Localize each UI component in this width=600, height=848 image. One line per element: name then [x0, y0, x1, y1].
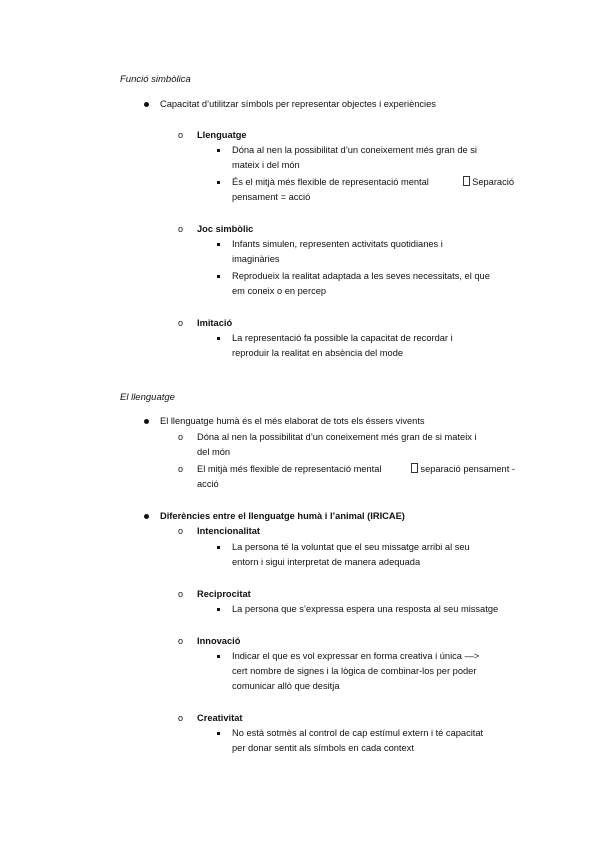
point-text-cont: comunicar allò que desitja	[232, 681, 340, 691]
square-bullet-icon	[217, 732, 220, 735]
point-text: La representació fa possible la capacitat de recordar i	[232, 333, 453, 343]
sub-text-cont: del món	[197, 447, 231, 457]
point-text: Indicar el que es vol expressar en forma creativa i única —>	[232, 651, 480, 661]
point-text-cont: pensament = acció	[232, 192, 311, 202]
point-text-cont: mateix i del món	[232, 160, 300, 170]
point-text: És el mitjà més flexible de representació mental	[232, 177, 429, 187]
point-text: Separació	[472, 177, 514, 187]
bullet-dot-icon	[144, 419, 149, 424]
item-title: Reciprocitat	[197, 589, 251, 599]
sub-text: El mitjà més flexible de representació mental	[197, 464, 382, 474]
item-title: Intencionalitat	[197, 526, 261, 536]
circle-bullet-icon: o	[178, 713, 184, 723]
missing-glyph-icon	[411, 463, 418, 473]
point-text-cont: cert nombre de signes i la lògica de combinar-los per poder	[232, 666, 477, 676]
circle-bullet-icon: o	[178, 636, 184, 646]
point-text: Dóna al nen la possibilitat d’un coneixement més gran de si	[232, 145, 477, 155]
point-text: No està sotmès al control de cap estímul extern i té capacitat	[232, 728, 484, 738]
square-bullet-icon	[217, 243, 220, 246]
point-text: Infants simulen, representen activitats quotidianes i	[232, 239, 443, 249]
section-heading-el-llenguatge: El llenguatge	[120, 392, 175, 403]
bullet-dot-icon	[144, 514, 149, 519]
square-bullet-icon	[217, 181, 220, 184]
bullet-dot-icon	[144, 102, 149, 107]
circle-bullet-icon: o	[178, 432, 184, 442]
square-bullet-icon	[217, 655, 220, 658]
item-title: Joc simbòlic	[197, 224, 254, 234]
circle-bullet-icon: o	[178, 526, 184, 536]
bullet-text: Capacitat d’utilitzar símbols per representar objectes i experiències	[160, 99, 436, 109]
point-text-cont: imaginàries	[232, 254, 280, 264]
point-text-cont: per donar sentit als símbols en cada context	[232, 743, 414, 753]
missing-glyph-icon	[463, 176, 470, 186]
point-text-cont: entorn i sigui interpretat de manera adequada	[232, 557, 421, 567]
circle-bullet-icon: o	[178, 130, 184, 140]
square-bullet-icon	[217, 546, 220, 549]
square-bullet-icon	[217, 275, 220, 278]
item-title: Llenguatge	[197, 130, 247, 140]
circle-bullet-icon: o	[178, 464, 184, 474]
item-title: Creativitat	[197, 713, 243, 723]
square-bullet-icon	[217, 337, 220, 340]
point-text: Reprodueix la realitat adaptada a les seves necessitats, el que	[232, 271, 490, 281]
circle-bullet-icon: o	[178, 224, 184, 234]
circle-bullet-icon: o	[178, 318, 184, 328]
bullet-text: El llenguatge humà és el més elaborat de tots els éssers vivents	[160, 416, 425, 426]
circle-bullet-icon: o	[178, 589, 184, 599]
item-title: Imitació	[197, 318, 233, 328]
point-text-cont: reproduir la realitat en absència del mode	[232, 348, 404, 358]
bullet-text: Diferències entre el llenguatge humà i l’animal (IRICAE)	[160, 511, 405, 521]
point-line	[232, 175, 514, 190]
point-text: La persona que s’expressa espera una resposta al seu missatge	[232, 604, 499, 614]
section-heading-funcio-simbolica: Funció simbòlica	[120, 74, 191, 85]
point-text: La persona té la voluntat que el seu missatge arribi al seu	[232, 542, 470, 552]
sub-text: Dóna al nen la possibilitat d’un coneixement més gran de si mateix i	[197, 432, 477, 442]
sub-text-cont: acció	[197, 479, 219, 489]
square-bullet-icon	[217, 608, 220, 611]
square-bullet-icon	[217, 149, 220, 152]
sub-line	[197, 462, 515, 477]
point-text-cont: em coneix o en percep	[232, 286, 327, 296]
sub-text: separació pensament -	[420, 464, 515, 474]
item-title: Innovació	[197, 636, 241, 646]
